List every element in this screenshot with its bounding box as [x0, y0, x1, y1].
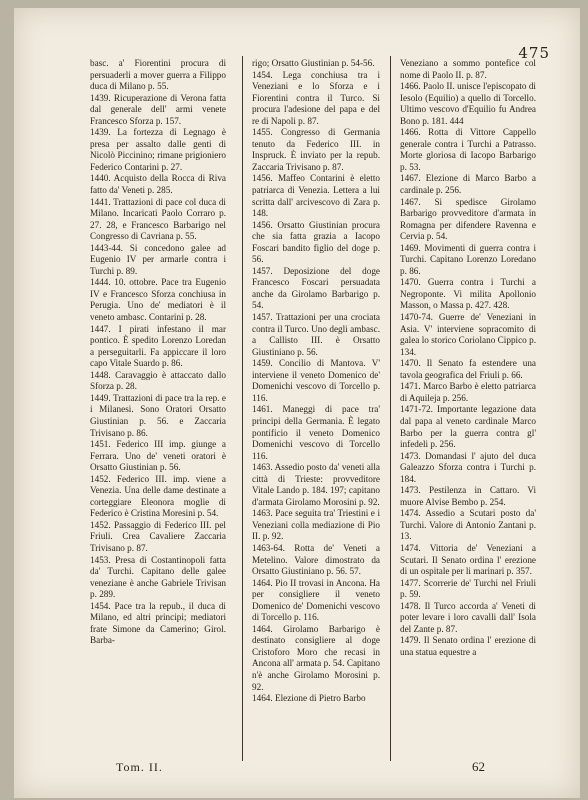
index-entry: 1470-74. Guerre de' Veneziani in Asia. V' interviene sopracomito di galea lo storico Coriolano Cippico p. 134.	[400, 312, 536, 357]
index-entry: 1449. Trattazioni di pace tra la rep. e i Milanesi. Sono Oratori Orsatto Giustinian p. 56. e Zaccaria Trivisano p. 86.	[90, 392, 226, 438]
index-entry: 1454. Lega conchiusa tra i Veneziani e lo Sforza e i Fiorentini contra il Turco. Si procura l'adesione del papa e del re di Napoli p. 87.	[252, 69, 380, 126]
index-entry: 1439. Ricuperazione di Verona fatta dal generale dell' armi venete Francesco Sforza p. 157.	[90, 92, 226, 126]
column-divider	[390, 56, 392, 761]
index-entry: 1457. Deposizione del doge Francesco Foscari persuadata anche da Girolamo Barbarigo p. 54.	[252, 265, 380, 311]
index-entry: 1479. Il Senato ordina l' erezione di una statua equestre a	[400, 635, 536, 657]
column-divider	[242, 56, 244, 761]
volume-label: Tom. II.	[116, 760, 163, 774]
index-entry: 1457. Trattazioni per una crociata contra il Turco. Uno degli ambasc. a Callisto III. è Orsatto Giustiniano p. 56.	[252, 312, 380, 357]
index-entry: 1473. Pestilenza in Cattaro. Vi muore Alvise Bembo p. 254.	[400, 485, 536, 507]
index-entry: 1474. Assedio a Scutari posto da' Turchi. Valore di Antonio Zantani p. 13.	[400, 508, 536, 542]
index-entry: 1474. Vittoria de' Veneziani a Scutari. Il Senato ordina l' erezione di un ospitale per li marinari p. 357.	[400, 542, 536, 577]
index-entry: 1464. Pio II trovasi in Ancona. Ha per consigliere il veneto Domenico de' Domenichi vescovo di Torcello p. 116.	[252, 577, 380, 623]
index-entry: basc. a' Fiorentini procura di persuaderli a mover guerra a Filippo duca di Milano p. 55.	[90, 58, 226, 92]
index-entry: 1447. I pirati infestano il mar pontico. È spedito Lorenzo Loredan a perseguitarli. Fa appiccare il loro capo Vitale Suardo p. 86.	[90, 323, 226, 369]
index-entry: 1478. Il Turco accorda a' Veneti di poter levare i loro cavalli dall' Isola del Zante p. 87.	[400, 600, 536, 634]
index-entry: 1441. Trattazioni di pace col duca di Milano. Incaricati Paolo Corraro p. 27. 28, e Francesco Barbarigo nel Congresso di Cavriana p. 55.	[90, 196, 226, 242]
index-entry: 1439. La fortezza di Legnago è presa per assalto dalle genti di Nicolò Piccinino; rimane prigioniero Federico Contarini p. 27.	[90, 127, 226, 172]
index-entry: 1471-72. Importante legazione data dal papa al veneto cardinale Marco Barbo per la guerra contra gl' infedeli p. 256.	[400, 404, 536, 450]
index-entry: 1470. Il Senato fa estendere una tavola geografica del Friuli p. 66.	[400, 358, 536, 380]
column-left	[90, 58, 226, 758]
index-entry: 1463-64. Rotta de' Veneti a Metelino. Valore dimostrato da Orsatto Giustiniano p. 56. 57.	[252, 542, 380, 577]
index-entry: 1463. Pace seguita tra' Triestini e i Veneziani colla mediazione di Pio II. p. 92.	[252, 508, 380, 542]
index-entry: 1451. Federico III imp. giunge a Ferrara. Uno de' veneti oratori è Orsatto Giustinian p. 56.	[90, 439, 226, 473]
index-entry: 1469. Movimenti di guerra contra i Turchi. Capitano Lorenzo Loredano p. 86.	[400, 242, 536, 276]
index-entry: 1464. Girolamo Barbarigo è destinato consigliere al doge Cristoforo Moro che recasi in Ancona all' armata p. 54. Capitano n'è anche Girolamo Morosini p. 92.	[252, 623, 380, 692]
index-entry: 1448. Caravaggio è attaccato dallo Sforza p. 28.	[90, 369, 226, 392]
index-entry: 1452. Passaggio di Federico III. pel Friuli. Crea Cavaliere Zaccaria Trivisano p. 87.	[90, 519, 226, 553]
index-entry: 1444. 10. ottobre. Pace tra Eugenio IV e Francesco Sforza conchiusa in Perugia. Uno de' mediatori è il veneto ambasc. Contarini p. 28.	[90, 277, 226, 323]
index-entry: 1456. Maffeo Contarini è eletto patriarca di Venezia. Lettera a lui scritta dall' arcivescovo di Zara p. 148.	[252, 173, 380, 219]
index-entry: rigo; Orsatto Giustinian p. 54-56.	[252, 58, 375, 68]
index-entry: 1461. Maneggi di pace tra' principi della Germania. È legato pontificio il veneto Domenico Domenichi vescovo di Torcello 116.	[252, 404, 380, 461]
column-right	[400, 58, 536, 758]
index-entry: 1455. Congresso di Germania tenuto da Federico III. in Inspruck. È inviato per la repub. Zaccaria Trivisano p. 87.	[252, 127, 380, 172]
index-entry: 1470. Guerra contra i Turchi a Negroponte. Vi milita Apollonio Masson, o Massa p. 427. 428.	[400, 277, 536, 311]
index-entry: 1459. Concilio di Mantova. V' interviene il veneto Domenico de' Domenichi vescovo di Torcello p. 116.	[252, 358, 380, 403]
column-middle	[252, 58, 380, 758]
index-entry: 1466. Paolo II. unisce l'episcopato di Iesolo (Equilio) a quello di Torcello. Ultimo vescovo d'Equilio fu Andrea Bono p. 181. 444	[400, 81, 536, 126]
index-entry: 1473. Domandasi l' ajuto del duca Galeazzo Sforza contra i Turchi p. 184.	[400, 450, 536, 484]
index-entry: 1453. Presa di Costantinopoli fatta da' Turchi. Capitano delle galee veneziane è anche Gabriele Trivisan p. 289.	[90, 554, 226, 600]
index-entry: 1440. Acquisto della Rocca di Riva fatto da' Veneti p. 285.	[90, 173, 226, 196]
index-entry: Veneziano a sommo pontefice col nome di Paolo II. p. 87.	[400, 58, 536, 80]
index-entry: 1477. Scorrerie de' Turchi nel Friuli p. 59.	[400, 577, 536, 600]
index-entry: 1471. Marco Barbo è eletto patriarca di Aquileja p. 256.	[400, 381, 536, 403]
book-page	[14, 8, 580, 798]
signature-mark: 62	[472, 759, 485, 774]
index-entry: 1467. Elezione di Marco Barbo a cardinale p. 256.	[400, 173, 536, 196]
index-entry: 1463. Assedio posto da' veneti alla città di Trieste: provveditore Vitale Lando p. 184. 197; capitano d'armata Girolamo Morosini p. 92.	[252, 462, 380, 507]
index-entry: 1456. Orsatto Giustinian procura che sia fatta grazia a Iacopo Foscari bandito figlio del doge p. 56.	[252, 219, 380, 265]
index-entry: 1452. Federico III. imp. viene a Venezia. Una delle dame destinate a corteggiare Eleonora moglie di Federico è Cristina Moresini p. 54.	[90, 473, 226, 519]
page-number: 475	[518, 44, 550, 62]
index-entry: 1467. Si spedisce Girolamo Barbarigo provveditore d'armata in Romagna per difendere Ravenna e Cervia p. 54.	[400, 196, 536, 242]
index-entry: 1454. Pace tra la repub., il duca di Milano, ed altri principi; mediatori frate Simone da Camerino; Girol. Barba-	[90, 600, 226, 646]
index-entry: 1443-44. Si concedono galee ad Eugenio IV per armarle contra i Turchi p. 89.	[90, 242, 226, 276]
index-entry: 1464. Elezione di Pietro Barbo	[252, 693, 366, 704]
index-entry: 1466. Rotta di Vittore Cappello generale contra i Turchi a Patrasso. Morte gloriosa di Iacopo Barbarigo p. 53.	[400, 127, 536, 172]
